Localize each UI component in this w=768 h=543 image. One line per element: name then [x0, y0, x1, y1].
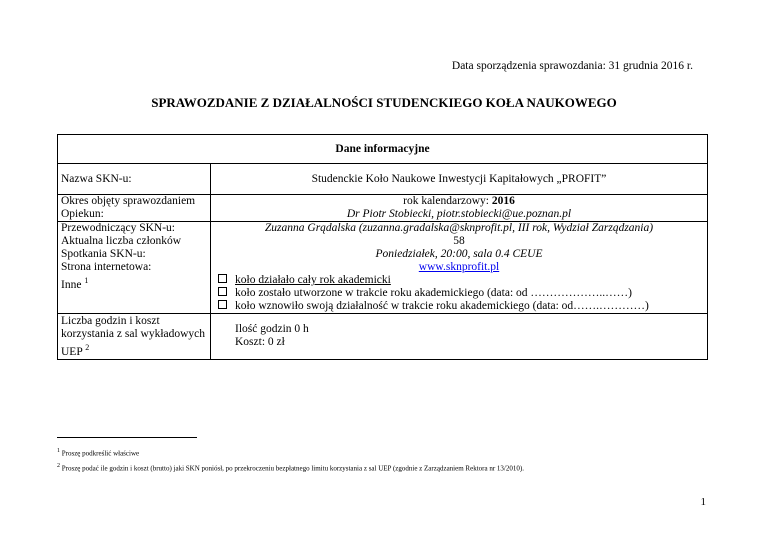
period-year: 2016 [491, 195, 515, 207]
cost-value: Koszt: 0 zł [235, 336, 285, 349]
supervisor-label: Opiekun: [61, 208, 104, 220]
period-prefix: rok kalendarzowy: [403, 195, 492, 207]
details-labels [58, 222, 211, 314]
hours-values [211, 314, 708, 360]
meetings-label: Spotkania SKN-u: [61, 248, 146, 260]
members-label: Aktualna liczba członków [61, 235, 182, 247]
checkbox-icon[interactable] [218, 287, 227, 296]
hours-label: Liczba godzin i koszt korzystania z sal wykładowych UEP $^2$ [58, 314, 211, 360]
footnote-ref-2: 2 [85, 343, 90, 352]
option-full-year[interactable]: koło działało cały rok akademicki [214, 274, 704, 287]
info-table [57, 134, 708, 360]
chair-label: Przewodniczący SKN-u: [61, 222, 176, 234]
checkbox-icon[interactable] [218, 274, 227, 283]
period-label: Okres objęty sprawozdaniem [61, 195, 196, 207]
meetings-value: Poniedziałek, 20:00, sala 0.4 CEUE [375, 248, 543, 260]
website-link[interactable]: www.sknprofit.pl [418, 261, 500, 273]
footnote-1: $^1$ Proszę podkreślić właściwe [57, 448, 140, 458]
hours-value: Ilość godzin 0 h [235, 323, 309, 336]
period-value [214, 195, 704, 208]
report-date: Data sporządzenia sprawozdania: 31 grudnia 2016 r. [451, 60, 693, 72]
other-label: Inne $^1$ [61, 276, 89, 291]
footnote-2: $^2$ Proszę podać ile godzin i koszt (brutto) jaki SKN poniósł, po przekroczeniu bezpłatnego limitu korzystania z sal UEP (zgodnie z Zarządzaniem Rektora nr 13/2010). [57, 463, 524, 473]
chair-value: Zuzanna Grądalska (zuzanna.gradalska@sknprofit.pl, III rok, Wydział Zarządzania) [264, 222, 654, 234]
website-cell [214, 261, 704, 274]
details-values [211, 222, 708, 314]
footnote-ref-1: 1 [84, 276, 89, 285]
period-supervisor-values [211, 195, 708, 222]
page-number: 1 [700, 496, 706, 508]
option-created[interactable]: koło zostało utworzone w trakcie roku akademickiego (data: od ………………..……) [214, 287, 704, 300]
website-label: Strona internetowa: [61, 261, 152, 273]
supervisor-value: Dr Piotr Stobiecki, piotr.stobiecki@ue.poznan.pl [346, 208, 572, 220]
members-value: 58 [453, 235, 465, 247]
table-heading: Dane informacyjne [58, 135, 708, 164]
name-value: Studenckie Koło Naukowe Inwestycji Kapitałowych „PROFIT” [211, 164, 708, 195]
checkbox-icon[interactable] [218, 300, 227, 309]
period-supervisor-labels [58, 195, 211, 222]
name-label: Nazwa SKN-u: [58, 164, 211, 195]
option-resumed[interactable]: koło wznowiło swoją działalność w trakcie roku akademickiego (data: od…….…………) [214, 300, 704, 313]
footnote-divider [57, 437, 197, 438]
report-title: SPRAWOZDANIE Z DZIAŁALNOŚCI STUDENCKIEGO KOŁA NAUKOWEGO [151, 95, 617, 110]
